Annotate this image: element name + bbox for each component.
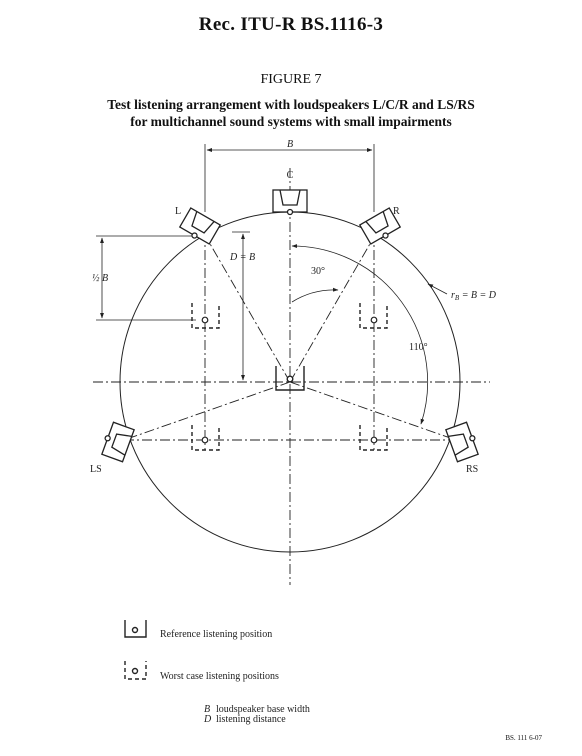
line-to-left-surround (124, 382, 290, 440)
label-distance: D = B (230, 252, 256, 263)
label-half-base: ½ B (92, 273, 109, 284)
legend-d-text: listening distance (216, 714, 286, 725)
legend-b-text: loudspeaker base width (216, 704, 310, 715)
label-center-speaker: C (286, 170, 294, 181)
worst-case-position-2 (360, 303, 387, 328)
legend-reference-text: Reference listening position (160, 629, 273, 640)
label-left-surround: LS (90, 464, 102, 475)
document-header: Rec. ITU-R BS.1116-3 (198, 14, 384, 35)
speaker-left-icon (179, 208, 221, 246)
legend-b-symbol: B (204, 704, 211, 715)
speaker-right-surround-icon (446, 421, 481, 461)
legend-d-symbol: D (204, 714, 212, 725)
label-right-surround: RS (466, 464, 479, 475)
label-left-speaker: L (175, 206, 182, 217)
speaker-center-icon (273, 190, 307, 215)
figure-number: FIGURE 7 (260, 72, 322, 87)
label-angle-110: 110° (409, 342, 428, 353)
legend-reference-icon (125, 620, 146, 637)
radius-leader (428, 284, 447, 294)
figure-title-line-1: Test listening arrangement with loudspeakers L/C/R and LS/RS (107, 97, 475, 112)
legend-worst-case-icon (125, 661, 146, 679)
figure-code: BS. 111 6-07 (505, 734, 542, 742)
label-base-width: B (286, 139, 294, 150)
worst-case-position-1 (192, 303, 219, 328)
angle-30-arc (292, 290, 338, 302)
line-to-right-surround (290, 382, 456, 440)
legend-worst-case-text: Worst case listening positions (160, 671, 279, 682)
figure-title-line-2: for multichannel sound systems with small impairments (130, 114, 452, 129)
label-right-speaker: R (393, 206, 400, 217)
label-angle-30: 30° (311, 266, 325, 277)
label-radius: $r_B = B = D$ (451, 290, 497, 302)
speaker-left-surround-icon (99, 421, 134, 461)
